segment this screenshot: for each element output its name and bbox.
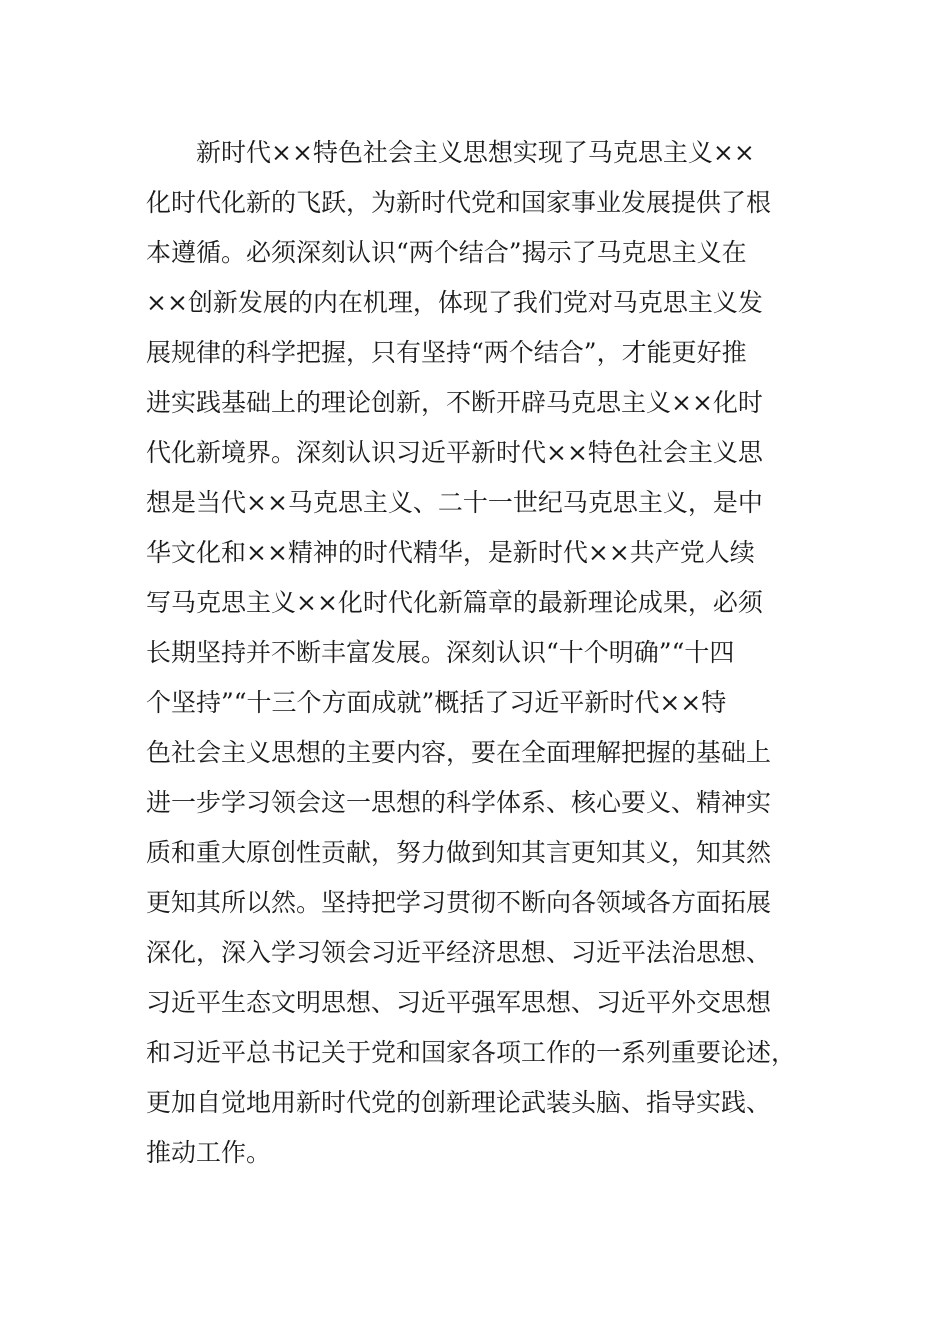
paragraph-line-13: 色社会主义思想的主要内容，要在全面理解把握的基础上 — [146, 738, 772, 767]
paragraph-line-15: 质和重大原创性贡献，努力做到知其言更知其义，知其然 — [146, 838, 772, 867]
paragraph-line-5: 展规律的科学把握，只有坚持“两个结合”，才能更好推 — [146, 338, 747, 367]
paragraph-line-20: 更加自觉地用新时代党的创新理论武装头脑、指导实践、 — [146, 1088, 772, 1117]
paragraph-line-4: ××创新发展的内在机理，体现了我们党对马克思主义发 — [146, 288, 763, 317]
paragraph-line-3: 本遵循。必须深刻认识“两个结合”揭示了马克思主义在 — [146, 238, 747, 267]
paragraph-line-18: 习近平生态文明思想、习近平强军思想、习近平外交思想 — [146, 988, 772, 1017]
paragraph-line-21: 推动工作。 — [146, 1138, 272, 1167]
paragraph-line-19: 和习近平总书记关于党和国家各项工作的一系列重要论述， — [146, 1038, 797, 1067]
paragraph-line-8: 想是当代××马克思主义、二十一世纪马克思主义，是中 — [146, 488, 763, 517]
paragraph-line-17: 深化，深入学习领会习近平经济思想、习近平法治思想、 — [146, 938, 772, 967]
paragraph-line-7: 代化新境界。深刻认识习近平新时代××特色社会主义思 — [146, 438, 763, 467]
paragraph-line-14: 进一步学习领会这一思想的科学体系、核心要义、精神实 — [146, 788, 772, 817]
paragraph — [146, 128, 816, 1178]
paragraph-line-11: 长期坚持并不断丰富发展。深刻认识“十个明确”“十四 — [146, 638, 735, 667]
paragraph-line-6: 进实践基础上的理论创新，不断开辟马克思主义××化时 — [146, 388, 763, 417]
paragraph-line-1: 新时代××特色社会主义思想实现了马克思主义×× — [196, 138, 755, 167]
paragraph-line-9: 华文化和××精神的时代精华，是新时代××共产党人续 — [146, 538, 755, 567]
paragraph-line-12: 个坚持”“十三个方面成就”概括了习近平新时代××特 — [146, 688, 727, 717]
paragraph-line-2: 化时代化新的飞跃，为新时代党和国家事业发展提供了根 — [146, 188, 772, 217]
paragraph-line-16: 更知其所以然。坚持把学习贯彻不断向各领域各方面拓展 — [146, 888, 772, 917]
paragraph-line-10: 写马克思主义××化时代化新篇章的最新理论成果，必须 — [146, 588, 763, 617]
